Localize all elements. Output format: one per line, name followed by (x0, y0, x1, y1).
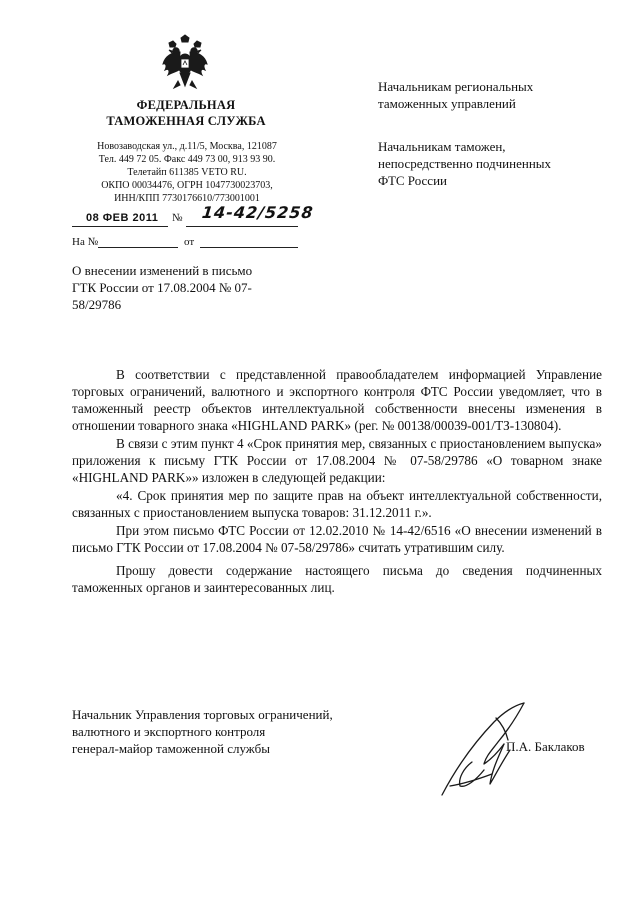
addressee-regional (378, 78, 598, 112)
addressee-line: Начальникам таможен, (378, 139, 506, 154)
signer-position-line: валютного и экспортного контроля (72, 724, 266, 739)
contact-line: ИНН/КПП 7730176610/773001001 (114, 193, 260, 204)
org-name-line: ТАМОЖЕННАЯ СЛУЖБА (106, 114, 266, 128)
subject-line: О внесении изменений в письмо (72, 263, 253, 278)
coat-of-arms-icon (160, 34, 210, 92)
body-paragraph: Прошу довести содержание настоящего письма до сведения подчиненных таможенных органов и заинтересованных лиц. (72, 563, 602, 595)
contact-line: Новозаводская ул., д.11/5, Москва, 121087 (97, 141, 277, 152)
date-underline (72, 226, 168, 227)
addressee-customs (378, 138, 598, 189)
addressee-line: Начальникам региональных (378, 79, 534, 94)
reference-date-label: от (184, 236, 195, 248)
letter-body (72, 366, 602, 596)
signer-position-line: Начальник Управления торговых ограничений, (72, 707, 333, 722)
subject-line: ГТК России от 17.08.2004 № 07- (72, 280, 252, 295)
registration-number-label: № (172, 212, 183, 224)
contact-line: Телетайп 611385 VETO RU. (127, 167, 247, 178)
signer-name: П.А. Баклаков (506, 739, 585, 754)
body-paragraph: В соответствии с представленной правообладателем информацией Управление торговых ограничений, валютного и экспортного контроля ФТС России уведомляет, что в таможенный реестр объектов интеллектуальной собственности внесены изменения в отношении товарного знака «HIGHLAND PARK» (рег. № 00138/00039-001/ТЗ-130804). (72, 367, 602, 433)
reference-date-blank (200, 247, 298, 248)
addressee-line: непосредственно подчиненных (378, 156, 552, 171)
number-underline (186, 226, 298, 227)
contact-line: ОКПО 00034476, ОГРН 1047730023703, (101, 180, 273, 191)
addressee-line: ФТС России (378, 173, 447, 188)
reference-number-blank (98, 247, 178, 248)
registration-date: 08 ФЕВ 2011 (86, 212, 159, 224)
addressee-line: таможенных управлений (378, 96, 516, 111)
subject-line: 58/29786 (72, 297, 122, 312)
body-paragraph: В связи с этим пункт 4 «Срок принятия мер, связанных с приостановлением выпуска» приложения к письму ГТК России от 17.08.2004 № 07-58/29786 «О товарном знаке «HIGHLAND PARK»» изложен в следующей редакции: (72, 436, 602, 485)
contact-line: Тел. 449 72 05. Факс 449 73 00, 913 93 90. (98, 154, 276, 165)
organization-contacts (72, 140, 302, 205)
signer-position (72, 706, 402, 757)
org-name-line: ФЕДЕРАЛЬНАЯ (136, 98, 236, 112)
reference-number-label: На № (72, 236, 99, 248)
letter-subject (72, 262, 312, 313)
signer-position-line: генерал-майор таможенной службы (72, 741, 270, 756)
organization-name (96, 97, 276, 129)
body-paragraph: При этом письмо ФТС России от 12.02.2010 № 14-42/6516 «О внесении изменений в письмо ГТК России от 17.08.2004 № 07-58/29786» считать утратившим силу. (72, 523, 602, 555)
body-paragraph: «4. Срок принятия мер по защите прав на объект интеллектуальной собственности, связанных с приостановлением выпуска товаров: 31.12.2011 г.». (72, 488, 602, 520)
registration-number: 14-42/5258 (201, 203, 315, 222)
